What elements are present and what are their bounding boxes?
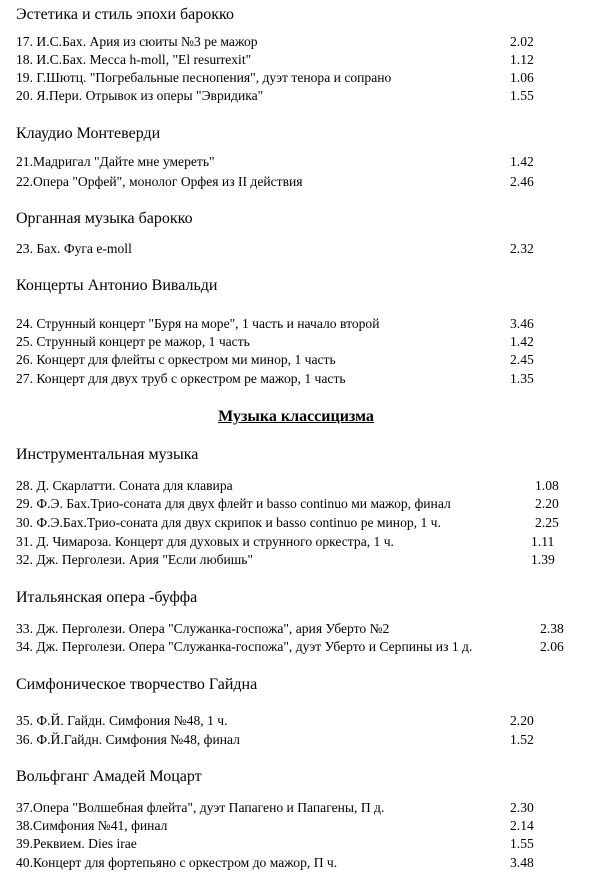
track-item-31: 31. Д. Чимароза. Концерт для духовых и струнного оркестра, 1 ч. bbox=[16, 534, 394, 549]
track-duration-22: 2.46 bbox=[510, 174, 534, 189]
track-item-33: 33. Дж. Перголези. Опера "Служанка-госпожа", ария Уберто №2 bbox=[16, 621, 390, 636]
track-item-38: 38.Симфония №41, финал bbox=[16, 818, 168, 833]
section-heading-haydn: Симфоническое творчество Гайдна bbox=[16, 676, 258, 693]
track-duration-30: 2.25 bbox=[535, 515, 559, 530]
track-duration-34: 2.06 bbox=[540, 639, 564, 654]
track-duration-23: 2.32 bbox=[510, 241, 534, 256]
track-item-22: 22.Опера "Орфей", монолог Орфея из II действия bbox=[16, 174, 303, 189]
track-duration-29: 2.20 bbox=[535, 496, 559, 511]
track-item-28: 28. Д. Скарлатти. Соната для клавира bbox=[16, 478, 233, 493]
track-duration-28: 1.08 bbox=[535, 478, 559, 493]
track-duration-39: 1.55 bbox=[510, 836, 534, 851]
track-duration-25: 1.42 bbox=[510, 334, 534, 349]
track-item-17: 17. И.С.Бах. Ария из сюиты №3 ре мажор bbox=[16, 34, 258, 49]
track-duration-37: 2.30 bbox=[510, 800, 534, 815]
track-duration-24: 3.46 bbox=[510, 316, 534, 331]
track-item-25: 25. Струнный концерт ре мажор, 1 часть bbox=[16, 334, 250, 349]
track-duration-40: 3.48 bbox=[510, 855, 534, 870]
track-duration-26: 2.45 bbox=[510, 352, 534, 367]
track-item-30: 30. Ф.Э.Бах.Трио-соната для двух скрипок и basso continuo ре минор, 1 ч. bbox=[16, 515, 441, 530]
track-item-35: 35. Ф.Й. Гайдн. Симфония №48, 1 ч. bbox=[16, 713, 228, 728]
track-item-19: 19. Г.Шютц. "Погребальные песнопения", дуэт тенора и сопрано bbox=[16, 70, 392, 85]
section-heading-organ: Органная музыка барокко bbox=[16, 210, 193, 227]
track-duration-32: 1.39 bbox=[531, 552, 555, 567]
track-item-34: 34. Дж. Перголези. Опера "Служанка-госпожа", дуэт Уберто и Серпины из 1 д. bbox=[16, 639, 473, 654]
track-item-21: 21.Мадригал "Дайте мне умереть" bbox=[16, 154, 215, 169]
track-item-29: 29. Ф.Э. Бах.Трио-соната для двух флейт и basso continuo ми мажор, финал bbox=[16, 496, 451, 511]
track-duration-38: 2.14 bbox=[510, 818, 534, 833]
track-duration-21: 1.42 bbox=[510, 154, 534, 169]
track-item-26: 26. Концерт для флейты с оркестром ми минор, 1 часть bbox=[16, 352, 336, 367]
track-duration-20: 1.55 bbox=[510, 88, 534, 103]
part-title-classicism: Музыка классицизма bbox=[218, 408, 374, 425]
track-duration-36: 1.52 bbox=[510, 732, 534, 747]
track-item-39: 39.Реквием. Dies irae bbox=[16, 836, 137, 851]
track-duration-18: 1.12 bbox=[510, 52, 534, 67]
track-item-27: 27. Концерт для двух труб с оркестром ре мажор, 1 часть bbox=[16, 371, 346, 386]
track-item-24: 24. Струнный концерт "Буря на море", 1 часть и начало второй bbox=[16, 316, 380, 331]
section-heading-vivaldi: Концерты Антонио Вивальди bbox=[16, 277, 218, 294]
track-duration-33: 2.38 bbox=[540, 621, 564, 636]
track-duration-35: 2.20 bbox=[510, 713, 534, 728]
section-heading-mozart: Вольфганг Амадей Моцарт bbox=[16, 768, 202, 785]
track-duration-17: 2.02 bbox=[510, 34, 534, 49]
track-item-18: 18. И.С.Бах. Месса h-moll, "El resurrexit" bbox=[16, 52, 252, 67]
track-duration-31: 1.11 bbox=[531, 534, 555, 549]
track-duration-27: 1.35 bbox=[510, 371, 534, 386]
track-item-20: 20. Я.Пери. Отрывок из оперы "Эвридика" bbox=[16, 88, 264, 103]
section-heading-opera-buffa: Итальянская опера -буффа bbox=[16, 589, 198, 606]
section-heading-instrumental: Инструментальная музыка bbox=[16, 446, 199, 463]
track-item-36: 36. Ф.Й.Гайдн. Симфония №48, финал bbox=[16, 732, 240, 747]
section-heading-monteverdi: Клаудио Монтеверди bbox=[16, 125, 161, 142]
track-duration-19: 1.06 bbox=[510, 70, 534, 85]
track-item-23: 23. Бах. Фуга e-moll bbox=[16, 241, 132, 256]
track-item-37: 37.Опера "Волшебная флейта", дуэт Папагено и Папагены, П д. bbox=[16, 800, 385, 815]
track-item-32: 32. Дж. Перголези. Ария "Если любишь" bbox=[16, 552, 254, 567]
track-item-40: 40.Концерт для фортепьяно с оркестром до мажор, П ч. bbox=[16, 855, 338, 870]
section-heading-baroque: Эстетика и стиль эпохи барокко bbox=[16, 6, 235, 23]
